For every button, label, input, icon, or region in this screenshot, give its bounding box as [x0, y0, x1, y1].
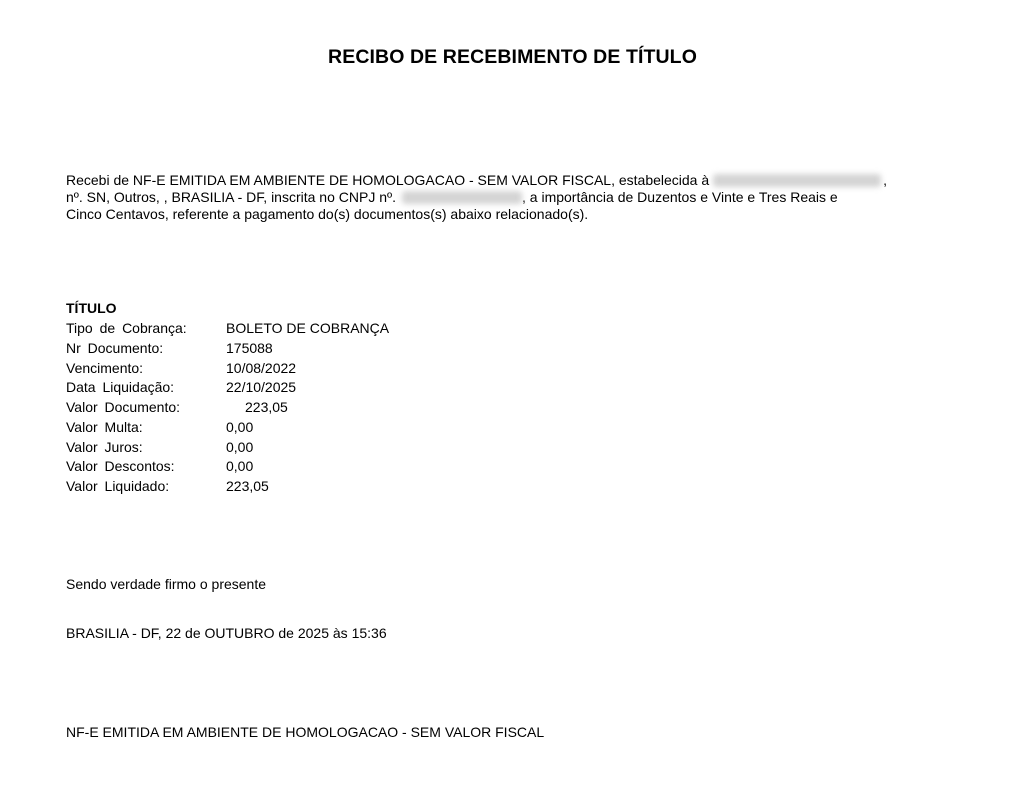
- page-title: RECIBO DE RECEBIMENTO DE TÍTULO: [328, 46, 697, 68]
- field-value: 223,05: [245, 399, 288, 415]
- paragraph-text: nº. SN, Outros, , BRASILIA - DF, inscrita no CNPJ nº.: [66, 189, 396, 205]
- field-value: 175088: [226, 339, 273, 356]
- field-row-tipo-cobranca: [66, 319, 566, 339]
- field-value: 22/10/2025: [226, 379, 297, 396]
- field-row-valor-documento: [66, 398, 566, 418]
- field-row-data-liquidacao: [66, 378, 566, 398]
- paragraph-text: Recebi de NF-E EMITIDA EM AMBIENTE DE HOMOLOGACAO - SEM VALOR FISCAL, estabelecida à: [66, 172, 710, 188]
- field-value: 0,00: [226, 418, 254, 435]
- redacted-cnpj: [402, 191, 522, 204]
- field-label: Tipo de Cobrança:: [66, 320, 187, 336]
- paragraph-line-3: Cinco Centavos, referente a pagamento do(s) documentos(s) abaixo relacionado(s).: [66, 206, 589, 222]
- field-value: 10/08/2022: [226, 359, 297, 376]
- field-value: 0,00: [226, 438, 254, 455]
- field-label: Data Liquidação:: [66, 379, 175, 396]
- field-row-valor-descontos: [66, 457, 566, 477]
- field-row-nr-documento: [66, 339, 566, 359]
- signature-line: NF-E EMITIDA EM AMBIENTE DE HOMOLOGACAO - SEM VALOR FISCAL: [66, 724, 545, 740]
- field-label: Nr Documento:: [66, 339, 164, 356]
- field-value: 0,00: [226, 458, 254, 475]
- receipt-paragraph: [66, 172, 944, 223]
- field-label: Vencimento:: [66, 359, 144, 376]
- title-fields: [66, 319, 566, 497]
- field-label: Valor Juros:: [66, 438, 143, 455]
- field-label: Valor Documento:: [66, 399, 181, 415]
- redacted-address: [713, 174, 881, 187]
- paragraph-text: , a importância de Duzentos e Vinte e Tres Reais e: [522, 189, 838, 205]
- paragraph-line-1: [66, 172, 944, 189]
- paragraph-text: ,: [883, 172, 888, 188]
- paragraph-line-2: [66, 189, 944, 206]
- closing-statement: Sendo verdade firmo o presente: [66, 576, 267, 592]
- field-value: 223,05: [226, 478, 269, 494]
- section-title: TÍTULO: [66, 300, 117, 316]
- field-value: BOLETO DE COBRANÇA: [226, 320, 390, 336]
- field-label: Valor Descontos:: [66, 458, 175, 475]
- place-date: BRASILIA - DF, 22 de OUTUBRO de 2025 às 15:36: [66, 625, 387, 641]
- field-label: Valor Multa:: [66, 418, 143, 435]
- field-label: Valor Liquidado:: [66, 478, 170, 494]
- field-row-valor-liquidado: [66, 477, 566, 497]
- field-row-valor-juros: [66, 438, 566, 458]
- field-row-valor-multa: [66, 418, 566, 438]
- field-row-vencimento: [66, 359, 566, 379]
